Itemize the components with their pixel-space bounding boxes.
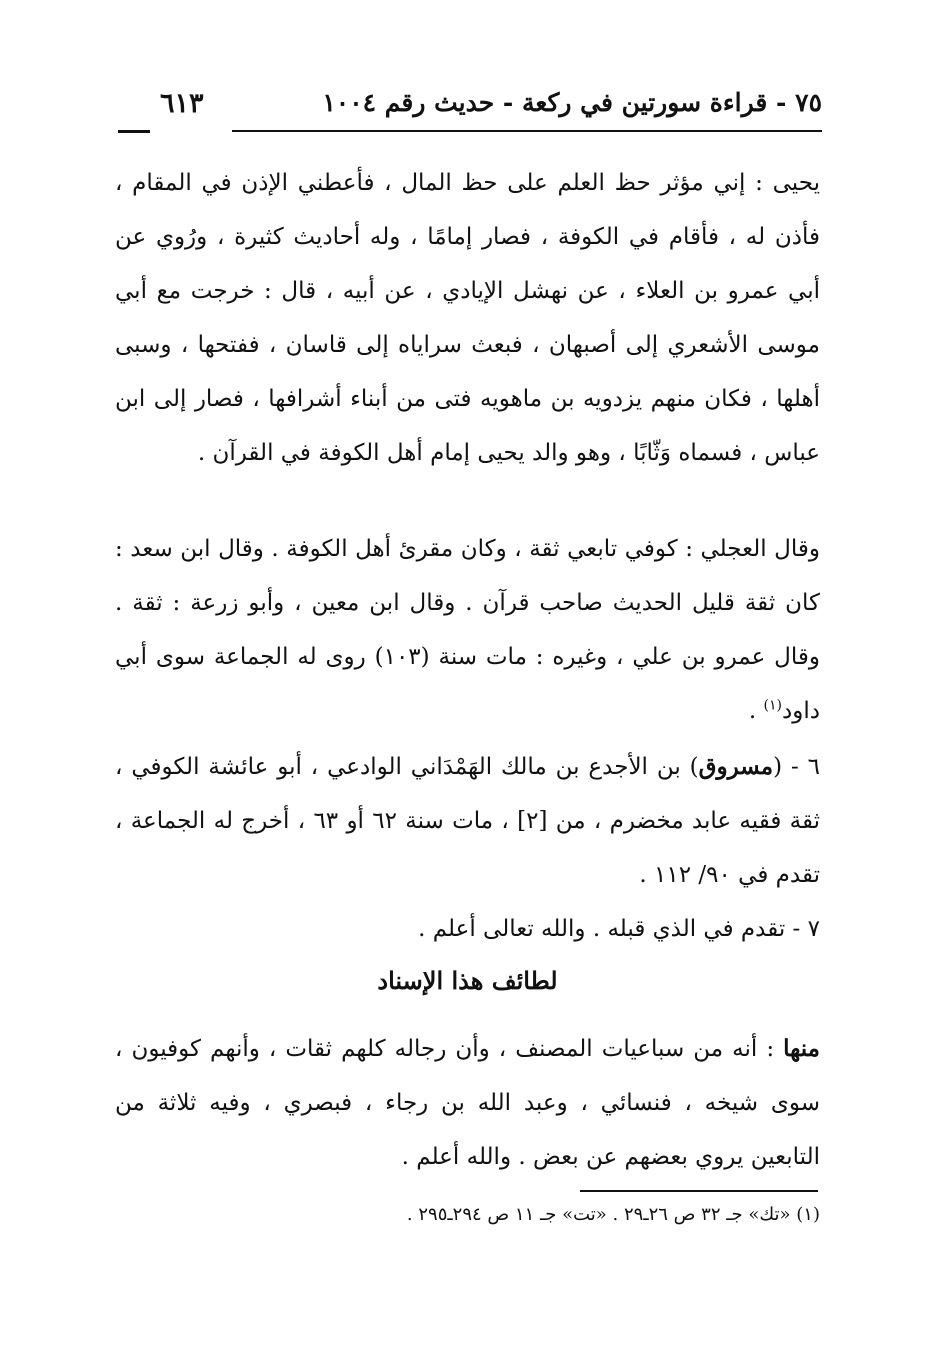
- narrator-name: مسروق: [698, 753, 774, 780]
- page-number-dash: [118, 130, 150, 133]
- paragraph-5-lead: منها: [783, 1035, 820, 1062]
- chapter-title: ٧٥ - قراءة سورتين في ركعة - حديث رقم ١٠٠٤: [322, 88, 822, 117]
- item-number: ٦ - (: [773, 754, 820, 780]
- paragraph-1-text: يحيى : إني مؤثر حظ العلم على حظ المال ، فأعطني الإذن في المقام ، فأذن له ، فأقام في الكوفة ، فصار إمامًا ، وله أحاديث كثيرة ، ورُوي عن أبي عمرو بن العلاء ، عن نهشل الإيادي ، عن أبيه ، قال : خرجت مع أبي موسى الأشعري إلى أصبهان ، فبعث سراياه إلى قاسان ، ففتحها ، وسبى أهلها ، فكان منهم يزدويه بن ماهويه فتى من أبناء أشرافها ، فصار إلى ابن عباس ، فسماه وَثّابًا ، وهو والد يحيى إمام أهل الكوفة في القرآن .: [115, 170, 820, 466]
- paragraph-2-end: .: [748, 698, 764, 724]
- paragraph-5-rest: : أنه من سباعيات المصنف ، وأن رجاله كلهم ثقات ، وأنهم كوفيون ، سوى شيخه ، فنسائي ، وعبد الله بن رجاء ، فبصري ، وفيه ثلاثة من التابعين يروي بعضهم عن بعض . والله أعلم .: [115, 1036, 820, 1170]
- paragraph-3-rest: ) بن الأجدع بن مالك الهَمْدَاني الوادعي ، أبو عائشة الكوفي ، ثقة فقيه عابد مخضرم ، من [٢] ، مات سنة ٦٢ أو ٦٣ ، أخرج له الجماعة ، تقدم في ٩٠/ ١١٢ .: [115, 754, 821, 888]
- header-rule: [232, 130, 822, 132]
- paragraph-2-main: وقال العجلي : كوفي تابعي ثقة ، وكان مقرئ أهل الكوفة . وقال ابن سعد : كان ثقة قليل الحديث صاحب قرآن . وقال ابن معين ، وأبو زرعة : ثقة . وقال عمرو بن علي ، وغيره : مات سنة (١٠٣) روى له الجماعة سوى أبي داود: [115, 536, 820, 724]
- paragraph-4-text: ٧ - تقدم في الذي قبله . والله تعالى أعلم .: [418, 916, 820, 942]
- paragraph-2: [115, 522, 820, 738]
- footnote-rule: [580, 1190, 818, 1192]
- paragraph-3-text: [115, 740, 820, 902]
- footnote: (١) «تك» جـ ٣٢ ص ٢٦ـ٢٩ . «تت» جـ ١١ ص ٢٩٤ـ٢٩٥ .: [406, 1204, 820, 1225]
- section-title: لطائف هذا الإسناد: [377, 966, 558, 995]
- page-header: [118, 78, 822, 138]
- paragraph-5: [115, 1022, 820, 1184]
- paragraph-3: [115, 740, 820, 902]
- paragraph-5-text: [115, 1022, 820, 1184]
- paragraph-2-text: [115, 522, 820, 738]
- paragraph-4: [115, 902, 820, 956]
- page-number: ٦١٣: [160, 88, 204, 119]
- paragraph-1: [115, 156, 820, 480]
- footnote-ref: (١): [763, 697, 783, 714]
